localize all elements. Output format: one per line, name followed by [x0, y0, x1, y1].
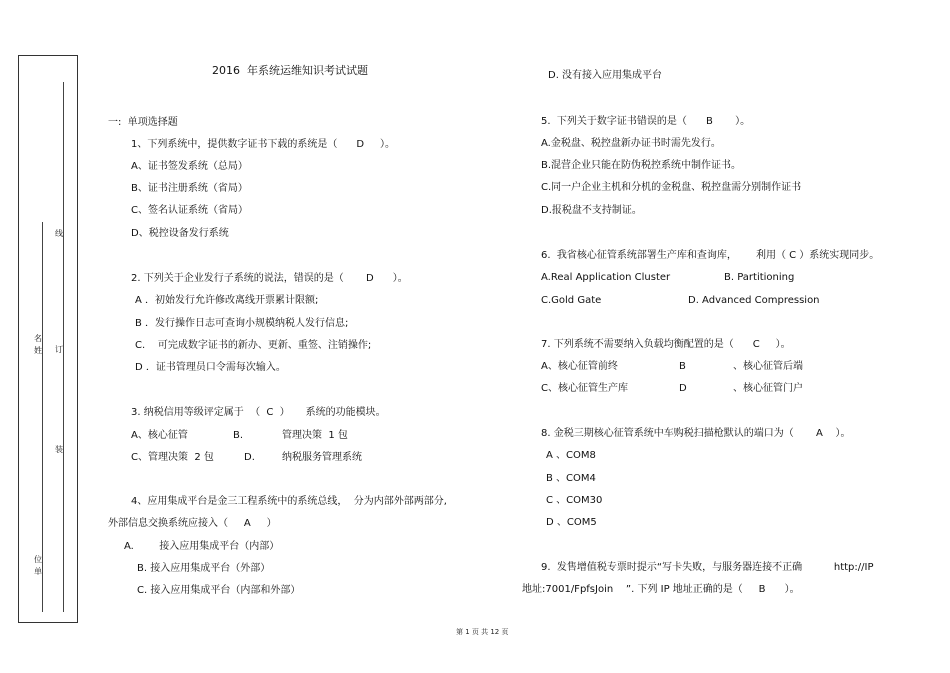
- question-7: 7. 下列系统不需要纳入负载均衡配置的是（ C ）。: [541, 339, 791, 350]
- binding-margin-box: [18, 55, 78, 623]
- q6-option-d: D. Advanced Compression: [688, 295, 820, 306]
- q2-option-b: B ．发行操作日志可查询小规模纳税人发行信息;: [135, 318, 349, 329]
- q5-option-b: B.混营企业只能在防伪税控系统中制作证书。: [541, 160, 742, 171]
- question-6: 6. 我省核心征管系统部署生产库和查询库， 利用（ C ）系统实现同步。: [541, 250, 880, 261]
- margin-char-zhuang: 装: [55, 445, 63, 454]
- q3-option-b-text: 管理决策 1 包: [282, 430, 348, 441]
- q1-option-a: A、证书签发系统（总局）: [131, 161, 248, 172]
- q1-option-b: B、证书注册系统（省局）: [131, 183, 248, 194]
- q3-option-a: A、核心征管: [131, 430, 188, 441]
- margin-char-ding: 订: [55, 345, 63, 354]
- q1-option-d: D、税控设备发行系统: [131, 228, 229, 239]
- q6-option-a: A.Real Application Cluster: [541, 272, 671, 283]
- section-heading: 一: 单项选择题: [108, 117, 178, 128]
- q7-option-d-text: 、核心征管门户: [733, 383, 803, 394]
- q3-option-d-letter: D.: [244, 452, 255, 463]
- q4-option-c: C. 接入应用集成平台（内部和外部）: [137, 585, 301, 596]
- page-title: 2016 年系统运维知识考试试题: [212, 64, 368, 77]
- q8-option-b: B 、COM4: [546, 473, 596, 484]
- margin-name-b: 姓: [34, 346, 42, 355]
- margin-char-line: 线: [55, 229, 63, 238]
- q8-option-c: C 、COM30: [546, 495, 603, 506]
- question-3: 3. 纳税信用等级评定属于 （ C ） 系统的功能模块。: [131, 407, 386, 418]
- q5-option-c: C.同一户企业主机和分机的金税盘、税控盘需分别制作证书: [541, 182, 802, 193]
- q5-option-d: D.报税盘不支持制证。: [541, 205, 642, 216]
- q1-option-c: C、签名认证系统（省局）: [131, 205, 248, 216]
- question-2: 2. 下列关于企业发行子系统的说法，错误的是（ D ）。: [131, 273, 408, 284]
- question-9: 9. 发售增值税专票时提示“写卡失败，与服务器连接不正确 http://IP: [541, 562, 874, 573]
- q7-option-c: C、核心征管生产库: [541, 383, 628, 394]
- question-8: 8. 金税三期核心征管系统中车购税扫描枪默认的端口为（ A ）。: [541, 428, 851, 439]
- q6-option-b: B. Partitioning: [724, 272, 795, 283]
- q7-option-d-letter: D: [679, 383, 687, 394]
- q7-option-b-text: 、核心征管后端: [733, 361, 803, 372]
- q8-option-a: A 、COM8: [546, 450, 596, 461]
- q4-option-b: B. 接入应用集成平台（外部）: [137, 563, 271, 574]
- q2-option-d: D ．证书管理员口令需每次输入。: [135, 362, 286, 373]
- q2-option-a: A ．初始发行允许修改离线开票累计限额;: [135, 295, 319, 306]
- question-1: 1、下列系统中，提供数字证书下载的系统是（ D ）。: [131, 139, 396, 150]
- question-4-cont: 外部信息交换系统应接入（ A ）: [108, 518, 277, 529]
- q3-option-b-letter: B.: [233, 430, 244, 441]
- q8-option-d: D 、COM5: [546, 517, 597, 528]
- q3-option-c: C、管理决策 2 包: [131, 452, 214, 463]
- q4-option-a: A. 接入应用集成平台（内部）: [124, 541, 280, 552]
- margin-name-a: 名: [34, 334, 42, 343]
- q3-option-d-text: 纳税服务管理系统: [282, 452, 362, 463]
- q7-option-a: A、核心征管前终: [541, 361, 618, 372]
- q2-option-c: C. 可完成数字证书的新办、更新、重签、注销操作;: [135, 340, 372, 351]
- question-4: 4、应用集成平台是金三工程系统中的系统总线， 分为内部外部两部分,: [131, 496, 447, 507]
- q4-option-d: D. 没有接入应用集成平台: [548, 70, 663, 81]
- binding-line-left: [42, 222, 43, 612]
- q7-option-b-letter: B: [679, 361, 686, 372]
- q5-option-a: A.金税盘、税控盘新办证书时需先发行。: [541, 138, 721, 149]
- margin-unit-b: 单: [34, 567, 42, 576]
- q6-option-c: C.Gold Gate: [541, 295, 602, 306]
- margin-unit-a: 位: [34, 555, 42, 564]
- question-9-cont: 地址:7001/FpfsJoin ”. 下列 IP 地址正确的是（ B ）。: [522, 584, 800, 595]
- page-footer: 第 1 页 共 12 页: [456, 628, 509, 636]
- question-5: 5. 下列关于数字证书错误的是（ B ）。: [541, 116, 751, 127]
